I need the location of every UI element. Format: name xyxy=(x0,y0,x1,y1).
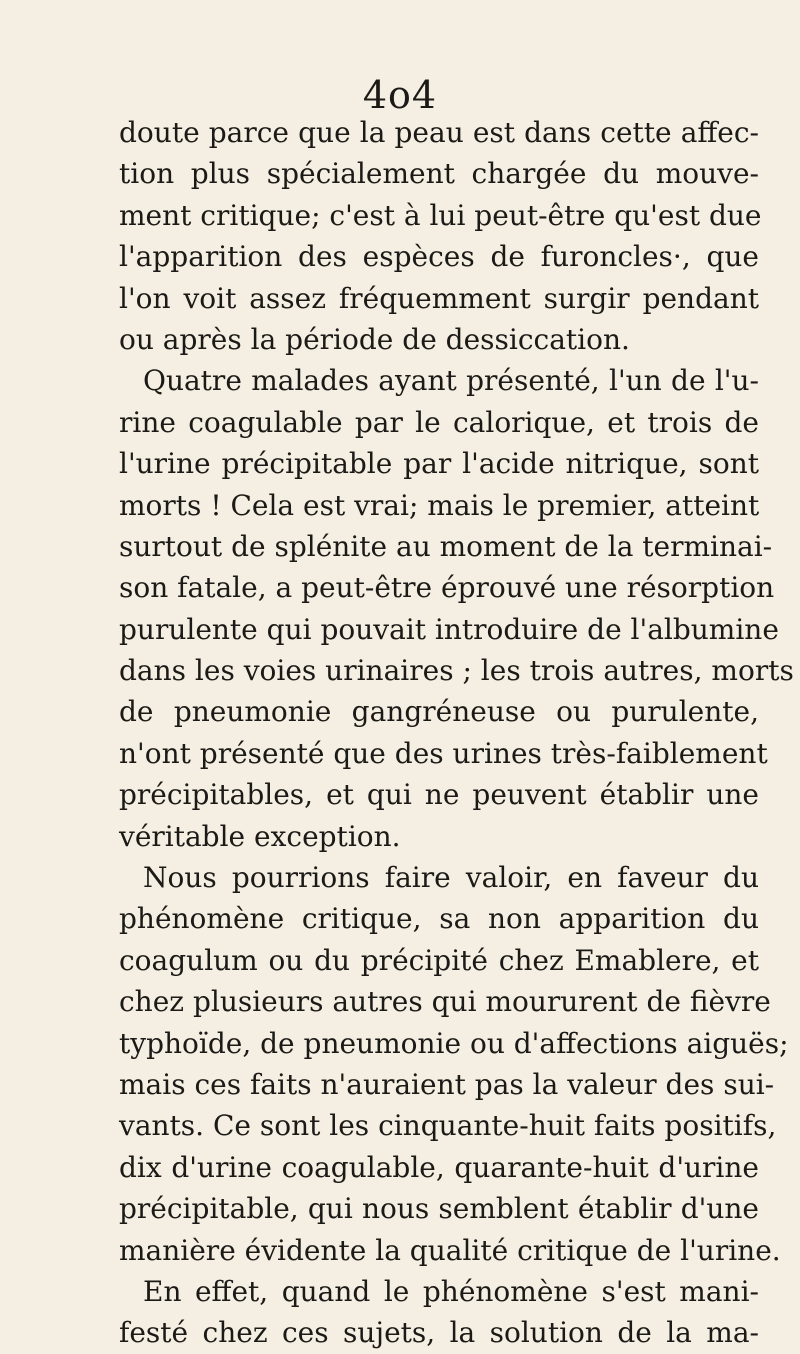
text-line: l'on voit assez fréquemment surgir pendant xyxy=(119,281,759,315)
text-line: véritable exception. xyxy=(119,819,401,853)
text-line: phénomène critique, sa non apparition du xyxy=(119,902,759,936)
text-line: de pneumonie gangréneuse ou purulente, xyxy=(119,695,759,729)
text-line: doute parce que la peau est dans cette affec- xyxy=(119,116,759,149)
text-line: ou après la période de dessiccation. xyxy=(119,322,630,356)
text-line: chez plusieurs autres qui moururent de fièvre xyxy=(119,985,771,1019)
text-line: coagulum ou du précipité chez Emablere, et xyxy=(119,943,759,977)
text-line: manière évidente la qualité critique de l'urine. xyxy=(119,1233,781,1267)
text-line: Quatre malades ayant présenté, l'un de l'u- xyxy=(143,364,759,398)
text-line: En effet, quand le phénomène s'est mani- xyxy=(143,1274,759,1308)
text-line: l'apparition des espèces de furoncles·, que xyxy=(119,240,759,274)
text-line: l'urine précipitable par l'acide nitrique, sont xyxy=(119,447,759,481)
text-line: purulente qui pouvait introduire de l'albumine xyxy=(119,612,779,646)
text-line: tion plus spécialement chargée du mouve- xyxy=(119,157,759,191)
text-line: précipitables, et qui ne peuvent établir une xyxy=(119,778,759,812)
text-line: n'ont présenté que des urines très-faiblement xyxy=(119,736,768,770)
text-line: précipitable, qui nous semblent établir d'une xyxy=(119,1192,759,1226)
text-line: dans les voies urinaires ; les trois autres, morts xyxy=(119,654,794,688)
text-line: vants. Ce sont les cinquante-huit faits positifs, xyxy=(119,1109,777,1143)
text-line: rine coagulable par le calorique, et trois de xyxy=(119,405,759,439)
text-line: dix d'urine coagulable, quarante-huit d'urine xyxy=(119,1150,759,1184)
text-line: Nous pourrions faire valoir, en faveur du xyxy=(143,861,759,895)
text-line: festé chez ces sujets, la solution de la ma- xyxy=(119,1316,759,1350)
text-line: son fatale, a peut-être éprouvé une résorption xyxy=(119,571,775,605)
text-line: mais ces faits n'auraient pas la valeur des sui- xyxy=(119,1067,775,1101)
text-line: morts ! Cela est vrai; mais le premier, atteint xyxy=(119,488,760,522)
text-line: surtout de splénite au moment de la terminai- xyxy=(119,529,773,563)
text-line: ment critique; c'est à lui peut-être qu'est due xyxy=(119,198,762,232)
text-line: typhoïde, de pneumonie ou d'affections aiguës; xyxy=(119,1026,789,1060)
body-text xyxy=(119,112,794,1354)
page-number: 4o4 xyxy=(362,73,438,117)
